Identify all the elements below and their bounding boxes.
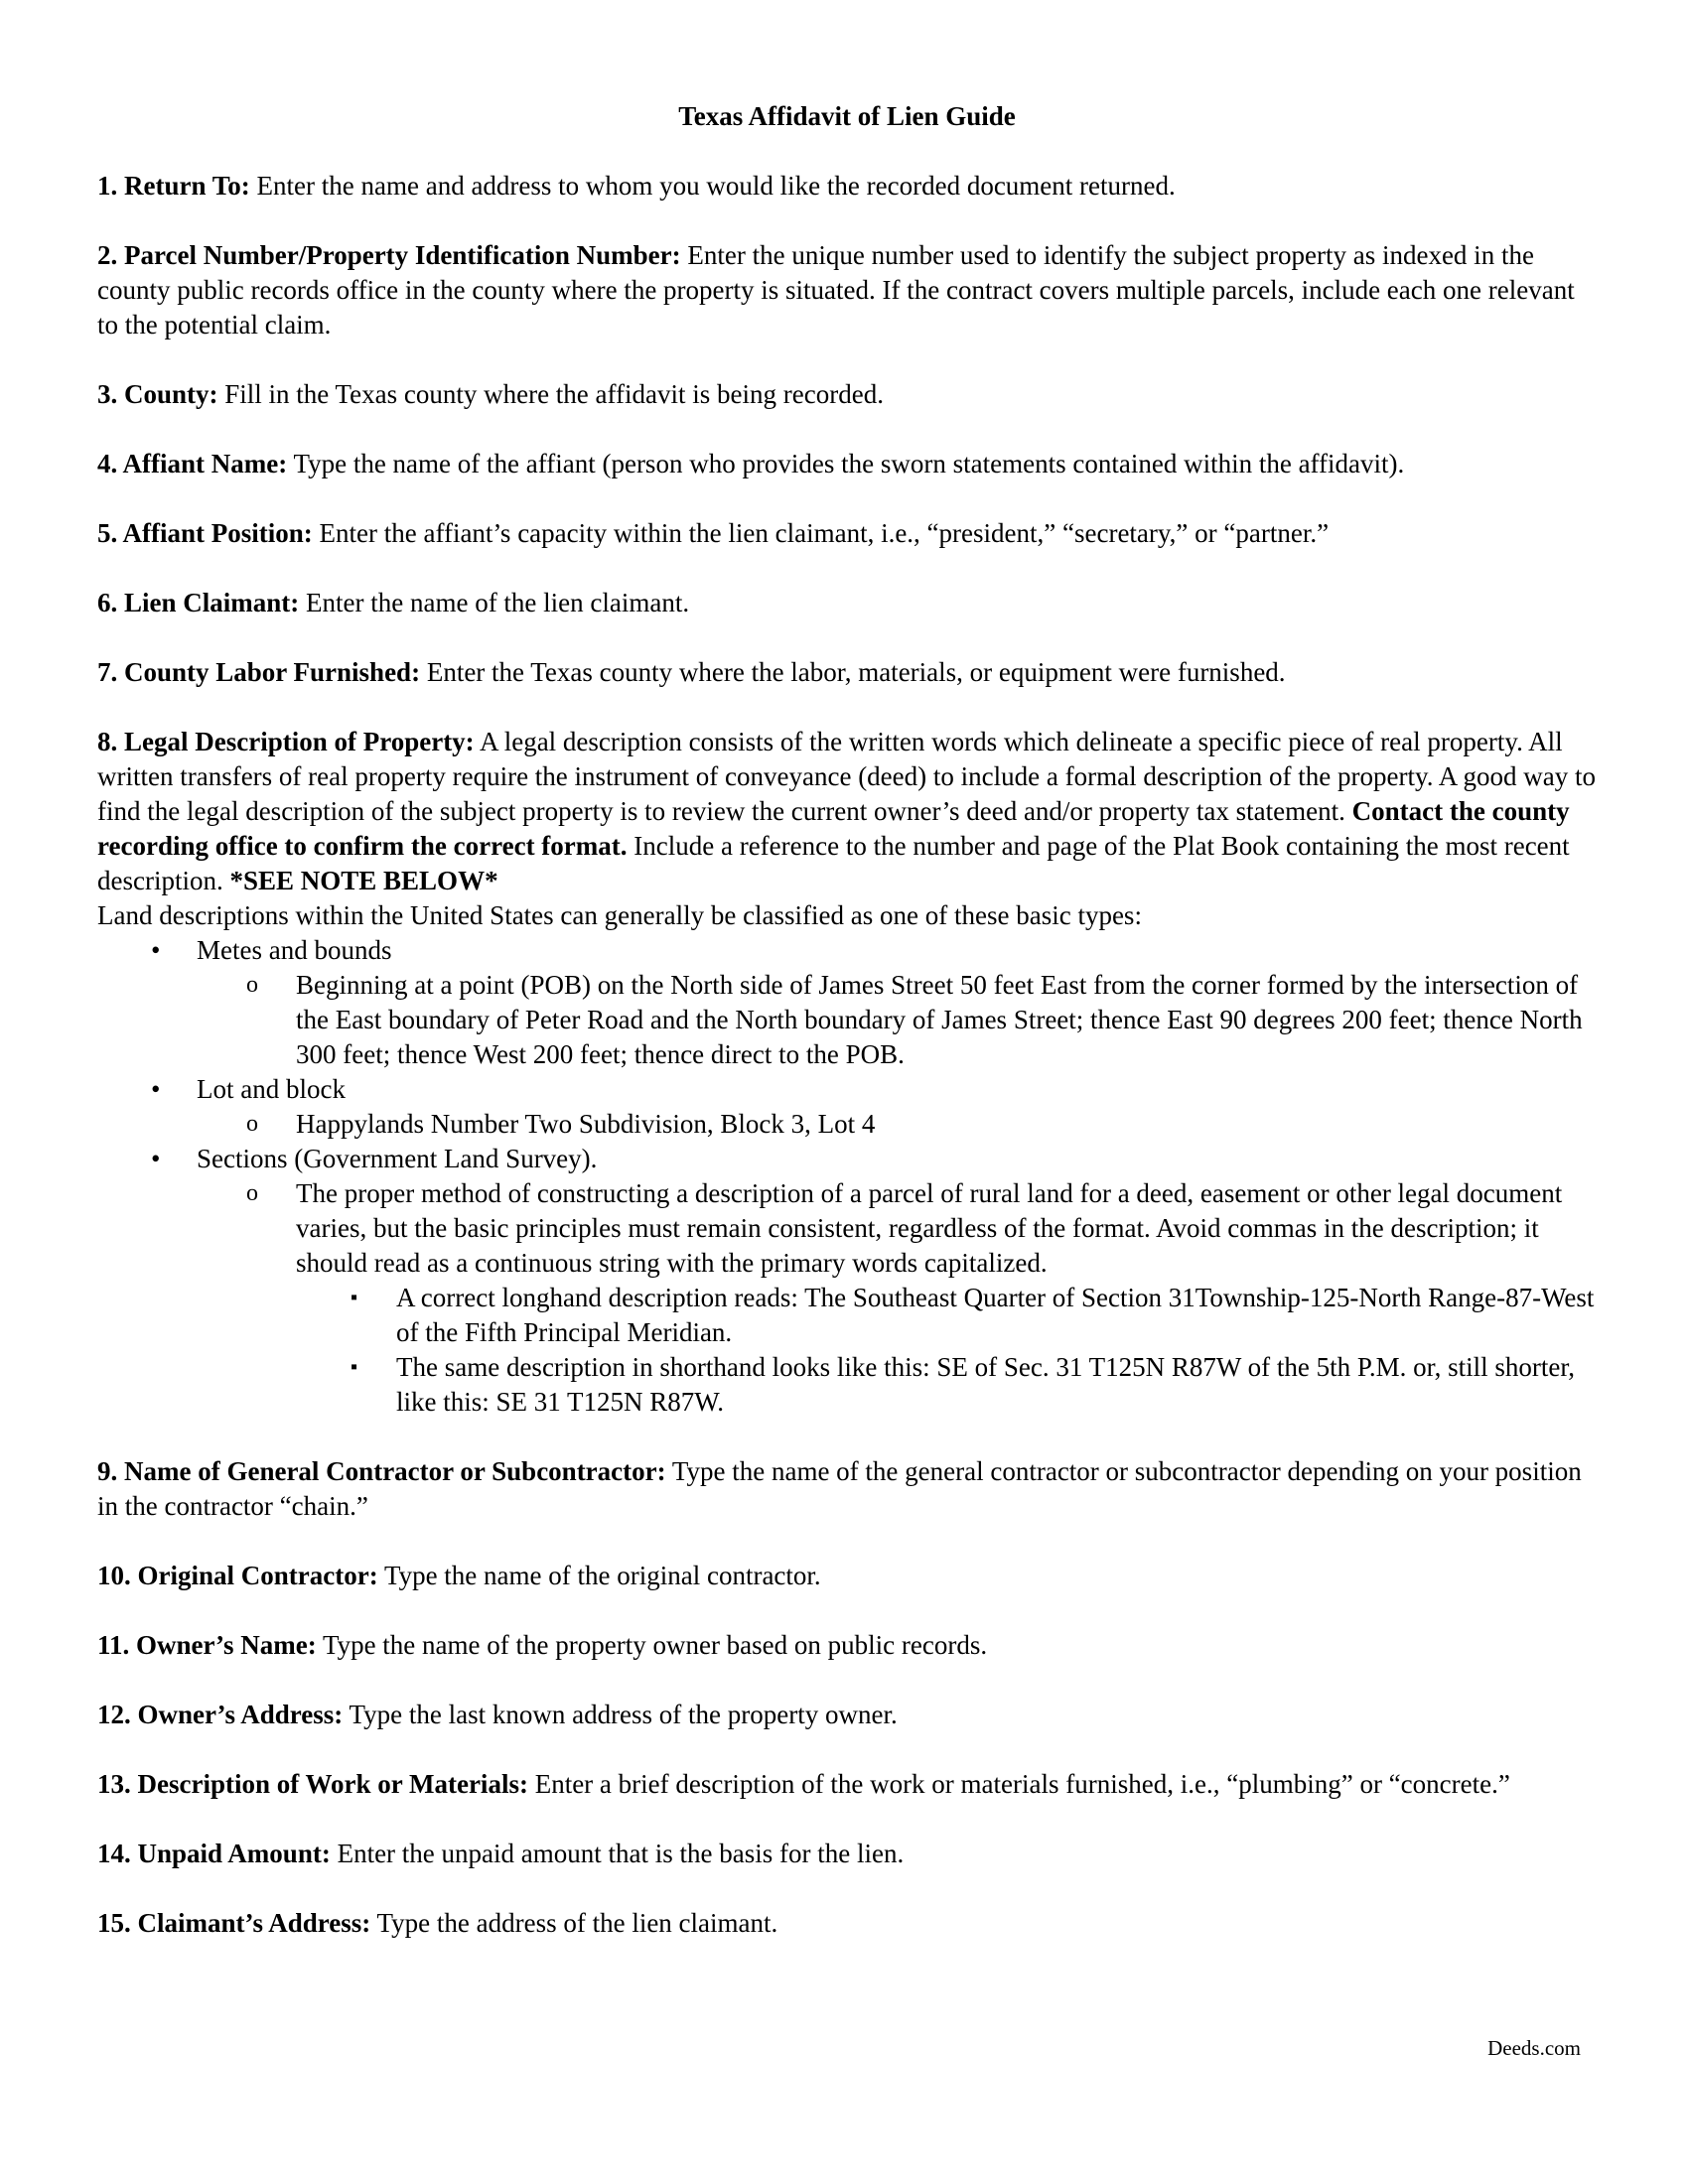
circle-bullet-icon: o bbox=[246, 1180, 258, 1206]
item-text: Type the name of the affiant (person who provides the sworn statements contained within the affidavit). bbox=[287, 449, 1405, 478]
bullet-icon: • bbox=[151, 1074, 161, 1104]
item-note: *SEE NOTE BELOW* bbox=[229, 866, 498, 895]
item-affiant-position bbox=[97, 516, 1597, 551]
section-example-text: The same description in shorthand looks like this: SE of Sec. 31 T125N R87W of the 5th P.M. or, still shorter, like this: SE 31 T125N R87W. bbox=[396, 1352, 1575, 1417]
square-bullet-icon: ▪ bbox=[351, 1287, 358, 1308]
item-text: Enter the unpaid amount that is the basis for the lien. bbox=[330, 1839, 905, 1868]
item-label: 13. Description of Work or Materials: bbox=[97, 1769, 528, 1799]
section-example-item bbox=[296, 1350, 1597, 1420]
section-example-item bbox=[296, 1281, 1597, 1350]
item-legal-description bbox=[97, 725, 1597, 898]
land-example-item bbox=[197, 968, 1597, 1072]
item-text: Enter the name of the lien claimant. bbox=[299, 588, 690, 617]
item-work-description bbox=[97, 1767, 1597, 1802]
spacer bbox=[97, 1420, 1597, 1454]
item-text: Type the name of the original contractor. bbox=[377, 1561, 821, 1590]
land-type-list bbox=[97, 933, 1597, 1420]
item-label: 6. Lien Claimant: bbox=[97, 588, 300, 617]
item-label: 11. Owner’s Name: bbox=[97, 1630, 317, 1660]
item-owner-name bbox=[97, 1628, 1597, 1663]
item-label: 5. Affiant Position: bbox=[97, 518, 313, 548]
item-label: 15. Claimant’s Address: bbox=[97, 1908, 371, 1938]
square-bullet-icon: ▪ bbox=[351, 1356, 358, 1378]
item-text: Enter the name and address to whom you would like the recorded document returned. bbox=[249, 171, 1176, 201]
land-type-item bbox=[97, 933, 1597, 1072]
item-label: 3. County: bbox=[97, 379, 218, 409]
item-label: 12. Owner’s Address: bbox=[97, 1700, 344, 1729]
item-text: Enter a brief description of the work or materials furnished, i.e., “plumbing” or “concrete.” bbox=[527, 1769, 1510, 1799]
item-owner-address bbox=[97, 1698, 1597, 1732]
land-example-item bbox=[197, 1176, 1597, 1420]
land-descriptions bbox=[97, 898, 1597, 1420]
item-text: Type the name of the property owner based on public records. bbox=[316, 1630, 988, 1660]
land-example-list bbox=[197, 1107, 1597, 1142]
land-type-label: Lot and block bbox=[197, 1074, 346, 1104]
land-type-label: Sections (Government Land Survey). bbox=[197, 1144, 598, 1173]
item-original-contractor bbox=[97, 1559, 1597, 1593]
item-general-contractor bbox=[97, 1454, 1597, 1524]
item-label: 10. Original Contractor: bbox=[97, 1561, 378, 1590]
land-example-text: The proper method of constructing a description of a parcel of rural land for a deed, easement or other legal document varies, but the basic principles must remain consistent, regardless of the format. Avoid commas in the description; it should read as a continuous string with the primary words capitalized. bbox=[296, 1178, 1563, 1278]
item-text: Type the address of the lien claimant. bbox=[370, 1908, 778, 1938]
bullet-icon: • bbox=[151, 935, 161, 965]
item-lien-claimant bbox=[97, 586, 1597, 620]
land-example-list bbox=[197, 1176, 1597, 1420]
item-affiant-name bbox=[97, 447, 1597, 481]
document-title: Texas Affidavit of Lien Guide bbox=[678, 101, 1016, 131]
item-text-2: Include a reference to the number and page of the Plat Book containing the most recent description. bbox=[97, 831, 1570, 895]
circle-bullet-icon: o bbox=[246, 1111, 258, 1137]
land-example-list bbox=[197, 968, 1597, 1072]
land-type-label: Metes and bounds bbox=[197, 935, 392, 965]
section-example-list bbox=[296, 1281, 1597, 1420]
bullet-icon: • bbox=[151, 1144, 161, 1173]
land-type-item bbox=[97, 1142, 1597, 1420]
item-label: 7. County Labor Furnished: bbox=[97, 657, 421, 687]
item-text: Enter the Texas county where the labor, materials, or equipment were furnished. bbox=[420, 657, 1286, 687]
footer-source: Deeds.com bbox=[1487, 2036, 1581, 2060]
circle-bullet-icon: o bbox=[246, 972, 258, 998]
item-county-labor bbox=[97, 655, 1597, 690]
item-claimant-address bbox=[97, 1906, 1597, 1941]
land-example-text: Happylands Number Two Subdivision, Block 3, Lot 4 bbox=[296, 1109, 876, 1139]
land-type-item bbox=[97, 1072, 1597, 1142]
item-text: Fill in the Texas county where the affidavit is being recorded. bbox=[217, 379, 884, 409]
item-bold-text: Contact the county recording office to confirm the correct format. bbox=[97, 796, 1570, 861]
item-label: 1. Return To: bbox=[97, 171, 250, 201]
document-body bbox=[97, 99, 1597, 1976]
item-county bbox=[97, 377, 1597, 412]
item-parcel-number bbox=[97, 238, 1597, 342]
land-intro: Land descriptions within the United States can generally be classified as one of these basic types: bbox=[97, 900, 1142, 930]
item-label: 4. Affiant Name: bbox=[97, 449, 288, 478]
item-label: 14. Unpaid Amount: bbox=[97, 1839, 331, 1868]
item-unpaid-amount bbox=[97, 1837, 1597, 1871]
item-text: Type the last known address of the property owner. bbox=[343, 1700, 898, 1729]
item-text: A legal description consists of the written words which delineate a specific piece of real property. All written transfers of real property require the instrument of conveyance (deed) to include a formal description of the property. A good way to find the legal description of the subject property is to review the current owner’s deed and/or property tax statement. bbox=[97, 727, 1596, 826]
land-example-text: Beginning at a point (POB) on the North side of James Street 50 feet East from the corner formed by the intersection of the East boundary of Peter Road and the North boundary of James Street; thence East 90 degrees 200 feet; thence North 300 feet; thence West 200 feet; thence direct to the POB. bbox=[296, 970, 1583, 1069]
land-example-item bbox=[197, 1107, 1597, 1142]
item-text: Enter the unique number used to identify the subject property as indexed in the county public records office in the county where the property is situated. If the contract covers multiple parcels, include each one relevant to the potential claim. bbox=[97, 240, 1575, 340]
item-label: 2. Parcel Number/Property Identification Number: bbox=[97, 240, 681, 270]
item-return-to bbox=[97, 169, 1597, 204]
item-label: 9. Name of General Contractor or Subcontractor: bbox=[97, 1456, 666, 1486]
item-label: 8. Legal Description of Property: bbox=[97, 727, 475, 756]
section-example-text: A correct longhand description reads: The Southeast Quarter of Section 31Township-125-North Range-87-West of the Fifth Principal Meridian. bbox=[396, 1283, 1595, 1347]
item-text: Enter the affiant’s capacity within the lien claimant, i.e., “president,” “secretary,” or “partner.” bbox=[312, 518, 1330, 548]
item-text: Type the name of the general contractor or subcontractor depending on your position in the contractor “chain.” bbox=[97, 1456, 1582, 1521]
